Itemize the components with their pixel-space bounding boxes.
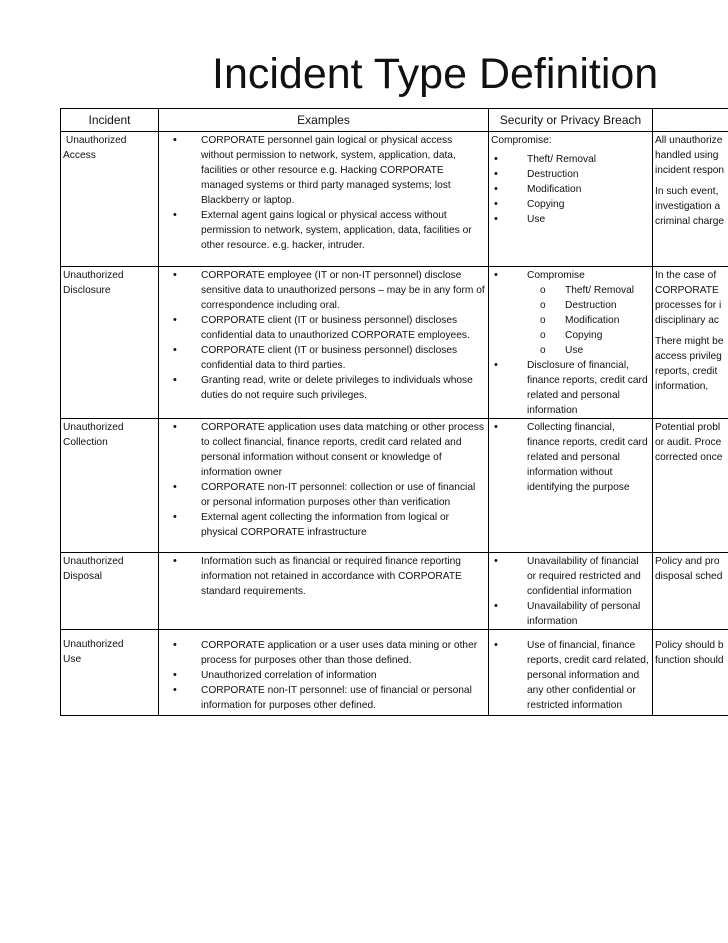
breach-item: • Modification bbox=[491, 182, 650, 197]
response-line: disposal sched bbox=[655, 571, 723, 582]
incident-label: Unauthorized bbox=[63, 135, 127, 146]
incident-cell bbox=[61, 132, 159, 267]
response-line: disciplinary ac bbox=[655, 315, 719, 326]
example-item: • Unauthorized correlation of information bbox=[161, 668, 486, 683]
breach-item: • Unavailability of financial or required restricted and confidential information bbox=[491, 554, 650, 599]
response-cell bbox=[653, 553, 728, 630]
example-item: • CORPORATE client (IT or business personnel) discloses confidential data to third parties. bbox=[161, 343, 486, 373]
response-line: access privileg bbox=[655, 351, 722, 362]
response-cell bbox=[653, 132, 728, 267]
incident-label: Unauthorized bbox=[63, 270, 124, 281]
response-line: investigation a bbox=[655, 201, 721, 212]
breach-sub-item: o Use bbox=[527, 343, 650, 358]
header-examples: Examples bbox=[159, 109, 489, 132]
header-breach: Security or Privacy Breach bbox=[489, 109, 653, 132]
breach-cell bbox=[489, 630, 653, 716]
response-cell bbox=[653, 419, 728, 553]
examples-cell bbox=[159, 553, 489, 630]
examples-cell bbox=[159, 630, 489, 716]
header-incident: Incident bbox=[61, 109, 159, 132]
example-item: • CORPORATE application uses data matching or other process to collect financial, finance reports, credit card related and personal information without consent or knowledge of information owner bbox=[161, 420, 486, 480]
incident-cell bbox=[61, 630, 159, 716]
breach-main: Compromise bbox=[527, 270, 585, 281]
example-item: • CORPORATE non-IT personnel: collection or use of financial or personal information purposes other than verification bbox=[161, 480, 486, 510]
breach-item: • Collecting financial, finance reports, credit card related and personal information without identifying the purpose bbox=[491, 420, 650, 495]
breach-item: • Use bbox=[491, 212, 650, 227]
response-line: or audit. Proce bbox=[655, 437, 722, 448]
breach-cell bbox=[489, 419, 653, 553]
example-item: • External agent gains logical or physical access without permission to network, system, application, data, facilities or other resource. e.g. hacker, intruder. bbox=[161, 208, 486, 253]
example-item: • CORPORATE client (IT or business personnel) discloses confidential data to unauthorized CORPORATE employees. bbox=[161, 313, 486, 343]
response-line: handled using bbox=[655, 150, 719, 161]
table-row bbox=[61, 132, 728, 267]
examples-cell bbox=[159, 419, 489, 553]
breach-item: • Copying bbox=[491, 197, 650, 212]
response-cell bbox=[653, 267, 728, 419]
example-item: • Granting read, write or delete privileges to individuals whose duties do not require such privileges. bbox=[161, 373, 486, 403]
example-item: • CORPORATE application or a user uses data mining or other process for purposes other than those defined. bbox=[161, 638, 486, 668]
incident-label: Unauthorized bbox=[63, 556, 124, 567]
breach-intro: Compromise: bbox=[491, 135, 552, 146]
example-item: • CORPORATE personnel gain logical or physical access without permission to network, system, application, data, facilities or other resource e.g. Hacking CORPORATE managed systems or third party managed systems; lost Blackberry or laptop. bbox=[161, 133, 486, 208]
incident-label: Collection bbox=[63, 437, 108, 448]
breach-item: • Destruction bbox=[491, 167, 650, 182]
table-row bbox=[61, 267, 728, 419]
page-title: Incident Type Definition bbox=[212, 50, 659, 98]
breach-item: • Disclosure of financial, finance reports, credit card related and personal information bbox=[491, 358, 650, 418]
breach-sub-item: o Theft/ Removal bbox=[527, 283, 650, 298]
incident-label: Use bbox=[63, 654, 82, 665]
breach-cell bbox=[489, 553, 653, 630]
breach-sub-item: o Destruction bbox=[527, 298, 650, 313]
response-line: CORPORATE bbox=[655, 285, 719, 296]
incident-cell bbox=[61, 553, 159, 630]
response-line: corrected once bbox=[655, 452, 723, 463]
breach-sub-item: o Modification bbox=[527, 313, 650, 328]
incident-label: Disclosure bbox=[63, 285, 111, 296]
breach-item bbox=[491, 268, 650, 358]
incident-cell bbox=[61, 419, 159, 553]
response-line: There might be bbox=[655, 336, 724, 347]
example-item: • CORPORATE employee (IT or non-IT personnel) disclose sensitive data to unauthorized persons – may be in any form of correspondence including oral. bbox=[161, 268, 486, 313]
response-line: incident respon bbox=[655, 165, 725, 176]
breach-cell bbox=[489, 132, 653, 267]
example-item: • CORPORATE non-IT personnel: use of financial or personal information for purposes other defined. bbox=[161, 683, 486, 713]
response-cell bbox=[653, 630, 728, 716]
example-item: • External agent collecting the information from logical or physical CORPORATE infrastructure bbox=[161, 510, 486, 540]
incident-label: Unauthorized bbox=[63, 422, 124, 433]
breach-sub-item: o Copying bbox=[527, 328, 650, 343]
table-row bbox=[61, 630, 728, 716]
incident-label: Unauthorized bbox=[63, 639, 124, 650]
response-line: information, bbox=[655, 381, 709, 392]
response-line: reports, credit bbox=[655, 366, 718, 377]
response-line: processes for i bbox=[655, 300, 722, 311]
response-line: In the case of bbox=[655, 270, 717, 281]
breach-item: • Theft/ Removal bbox=[491, 152, 650, 167]
response-line: Potential probl bbox=[655, 422, 721, 433]
incident-cell bbox=[61, 267, 159, 419]
response-line: All unauthorize bbox=[655, 135, 723, 146]
table-row bbox=[61, 553, 728, 630]
breach-item: • Use of financial, finance reports, credit card related, personal information and any other confidential or restricted information bbox=[491, 638, 650, 713]
examples-cell bbox=[159, 132, 489, 267]
example-item: • Information such as financial or required finance reporting information not retained in accordance with CORPORATE standard requirements. bbox=[161, 554, 486, 599]
table-header-row bbox=[61, 109, 728, 132]
response-line: criminal charge bbox=[655, 216, 725, 227]
incident-label: Disposal bbox=[63, 571, 103, 582]
header-response bbox=[653, 109, 728, 132]
response-line: function should bbox=[655, 655, 724, 666]
incident-label: Access bbox=[63, 150, 96, 161]
response-line: Policy should b bbox=[655, 640, 724, 651]
examples-cell bbox=[159, 267, 489, 419]
incident-table bbox=[60, 108, 728, 716]
response-line: In such event, bbox=[655, 186, 719, 197]
response-line: Policy and pro bbox=[655, 556, 720, 567]
table-row bbox=[61, 419, 728, 553]
breach-item: • Unavailability of personal information bbox=[491, 599, 650, 629]
breach-cell bbox=[489, 267, 653, 419]
